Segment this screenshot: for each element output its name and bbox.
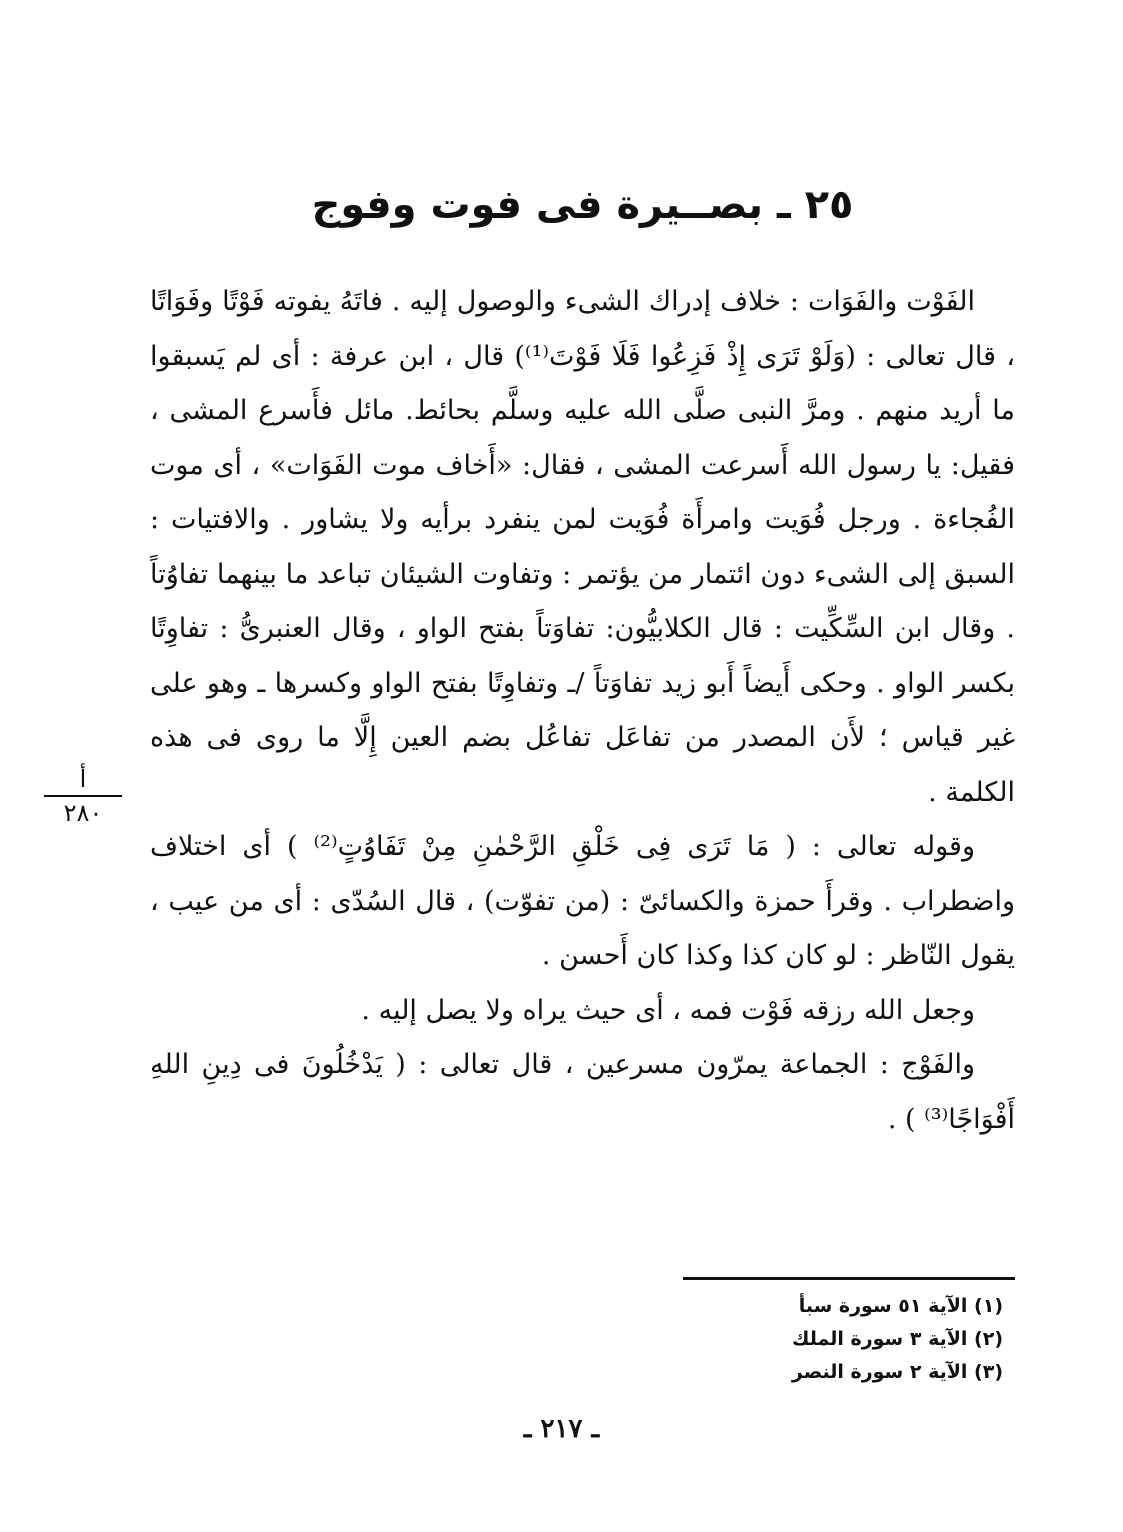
paragraph-4: والفَوْج : الجماعة يمرّون مسرعين ، قال تعالى : ( يَدْخُلُونَ فى دِينِ اللهِ أَفْوَاجًا⁽³⁾ ) . <box>150 1049 1015 1135</box>
footnote-separator <box>683 1277 1015 1280</box>
folio-divider <box>44 795 122 797</box>
manuscript-folio-note <box>38 765 128 827</box>
folio-side: أ <box>79 765 87 793</box>
footnote-3: (٣) الآية ٢ سورة النصر <box>791 1361 1003 1383</box>
body-text <box>150 275 1015 1147</box>
chapter-title: ٢٥ ـ بصــيرة فى فوت وفوج <box>311 182 854 228</box>
paragraph-1: الفَوْت والفَوَات : خلاف إدراك الشىء والوصول إليه . فاتَهُ يفوته فَوْتًا وفَوَاتًا ، قال تعالى : (وَلَوْ تَرَى إِذْ فَزِعُوا فَلَا فَوْتَ⁽¹⁾) قال ، ابن عرفة : أى لم يَسبقوا ما أريد منهم . ومرَّ النبى صلَّى الله عليه وسلَّم بحائط. مائل فأَسرع المشى ، فقيل: يا رسول الله أَسرعت المشى ، فقال: «أَخاف موت الفَوَات» ، أى موت الفُجاءة . ورجل فُوَيت وامرأَة فُوَيت لمن ينفرد برأيه ولا يشاور . والافتيات : السبق إلى الشىء دون ائتمار من يؤتمر : وتفاوت الشيئان تباعد ما بينهما تفاوُتاً . وقال ابن السِّكِّيت : قال الكلابيُّون: تفاوَتاً بفتح الواو ، وقال العنبرىُّ : تفاوِتًا بكسر الواو . وحكى أَيضاً أَبو زيد تفاوَتاً /ـ وتفاوِتًا بفتح الواو وكسرها ـ وهو على غير قياس ؛ لأَن المصدر من تفاعَل تفاعُل بضم العين إِلَّا ما روى فى هذه الكلمة . <box>150 286 1015 808</box>
folio-number: ٢٨٠ <box>63 799 103 827</box>
page-number: ـ ٢١٧ ـ <box>523 1414 600 1444</box>
footnote-2: (٢) الآية ٣ سورة الملك <box>792 1328 1003 1350</box>
paragraph-3: وجعل الله رزقه فَوْت فمه ، أى حيث يراه ولا يصل إليه . <box>361 994 975 1026</box>
footnotes <box>683 1290 1003 1389</box>
footnote-1: (١) الآية ٥١ سورة سبأ <box>798 1295 1003 1317</box>
paragraph-2: وقوله تعالى : ( مَا تَرَى فِى خَلْقِ الرَّحْمٰنِ مِنْ تَفَاوُتٍ⁽²⁾ ) أى اختلاف واضطراب . وقرأَ حمزة والكسائىّ : (من تفوّت) ، قال السُدّى : أى من عيب ، يقول النّاظر : لو كان كذا وكذا كان أَحسن . <box>150 831 1015 971</box>
